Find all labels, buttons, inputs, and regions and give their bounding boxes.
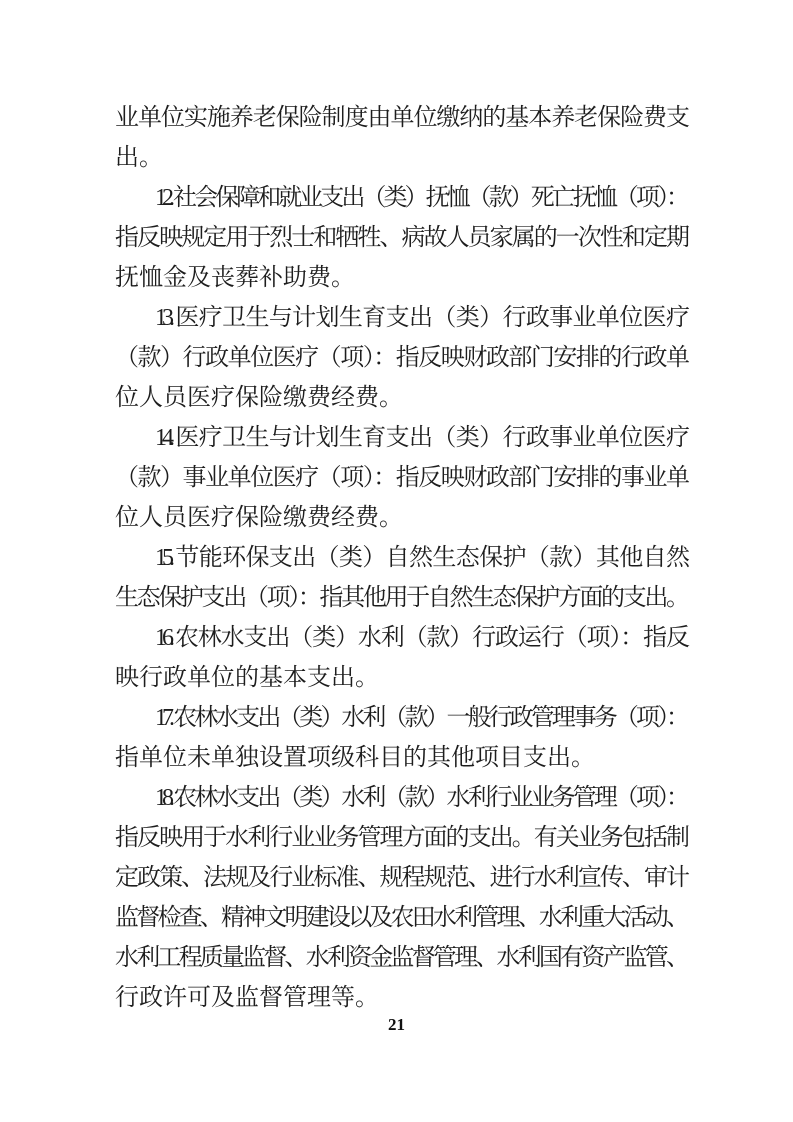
text-line: 抚恤金及丧葬补助费。 [115,265,355,291]
text-line: （款）事业单位医疗（项）：指反映财政部门安排的事业单 [115,465,685,491]
text-line: 位人员医疗保险缴费经费。 [115,505,403,531]
text-line: 映行政单位的基本支出。 [115,665,379,691]
text-line: 出。 [115,145,163,171]
document-body [115,98,685,1018]
text-line: 18. 农林水支出（类）水利（款）水利行业业务管理（项）： [155,785,685,811]
text-line: 指反映规定用于烈士和牺牲、病故人员家属的一次性和定期 [115,225,685,251]
text-line: 位人员医疗保险缴费经费。 [115,385,403,411]
text-line: 水利工程质量监督、水利资金监督管理、水利国有资产监管、 [115,945,685,971]
text-line: 13. 医疗卫生与计划生育支出（类）行政事业单位医疗 [155,305,685,331]
text-line: 15. 节能环保支出（类）自然生态保护（款）其他自然 [155,545,685,571]
text-line: 12. 社会保障和就业支出（类）抚恤（款）死亡抚恤（项）： [155,185,685,211]
text-line: 14. 医疗卫生与计划生育支出（类）行政事业单位医疗 [155,425,685,451]
text-line: 定政策、法规及行业标准、规程规范、进行水利宣传、审计 [115,865,685,891]
text-line: 业单位实施养老保险制度由单位缴纳的基本养老保险费支 [115,105,685,131]
text-line: 17. 农林水支出（类）水利（款）一般行政管理事务（项）： [155,705,685,731]
text-line: （款）行政单位医疗（项）：指反映财政部门安排的行政单 [115,345,685,371]
text-line: 指单位未单独设置项级科目的其他项目支出。 [115,745,595,771]
text-line: 监督检查、精神文明建设以及农田水利管理、水利重大活动、 [115,905,685,931]
text-line: 16. 农林水支出（类）水利（款）行政运行（项）：指反 [155,625,685,651]
page-number: 21 [388,1015,405,1034]
text-line: 行政许可及监督管理等。 [115,985,379,1011]
text-line: 指反映用于水利行业业务管理方面的支出。有关业务包括制 [115,825,685,851]
text-line: 生态保护支出（项）：指其他用于自然生态保护方面的支出。 [115,585,685,611]
